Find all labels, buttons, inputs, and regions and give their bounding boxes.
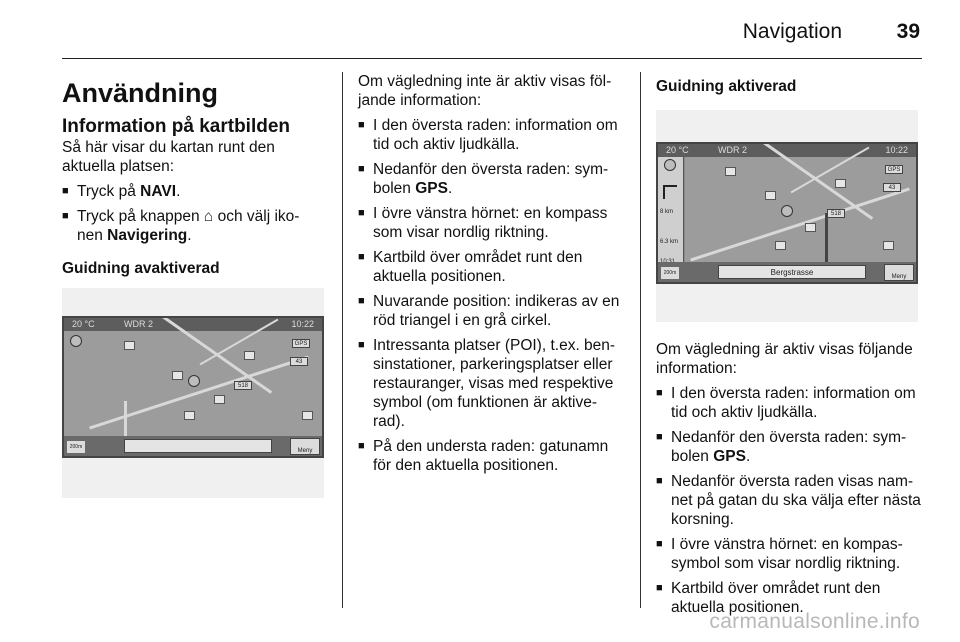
section-heading: Användning xyxy=(62,78,218,108)
bottom-bar xyxy=(658,262,916,282)
bullet-icon: ■ xyxy=(62,210,69,222)
poi-icon xyxy=(725,167,736,176)
turn-arrow-icon xyxy=(663,185,677,199)
position-icon xyxy=(781,205,793,217)
step-list xyxy=(62,182,324,245)
info-list xyxy=(656,384,922,617)
menu-button[interactable]: Meny xyxy=(884,264,914,281)
bullet-icon: ■ xyxy=(358,163,365,175)
poi-icon xyxy=(184,411,195,420)
column-3 xyxy=(656,72,922,617)
status-bar: 20 °C WDR 2 10:22 xyxy=(64,318,322,331)
list-item: ■ Nedanför den översta raden: sym-bolen GPS. xyxy=(656,429,907,465)
bullet-icon: ■ xyxy=(358,440,365,452)
bullet-icon: ■ xyxy=(358,251,365,263)
list-item: ■ Nuvarande position: indikeras av en röd triangel i en grå cirkel. xyxy=(358,293,620,329)
list-item: ■ I övre vänstra hörnet: en kompas-symbol som visar nordlig riktning. xyxy=(656,536,903,572)
poi-icon xyxy=(244,351,255,360)
compass-icon xyxy=(70,335,82,347)
gps-icon: GPS xyxy=(885,165,903,174)
list-item: ■ I övre vänstra hörnet: en kompass som visar nordlig riktning. xyxy=(358,205,608,241)
poi-icon xyxy=(805,223,816,232)
column-divider-2 xyxy=(640,72,641,608)
list-item: ■ Nedanför den översta raden: sym-bolen GPS. xyxy=(358,161,609,197)
map-scale: 200m xyxy=(67,441,85,453)
column-divider-1 xyxy=(342,72,343,608)
status-bar: 20 °C WDR 2 10:22 xyxy=(658,144,916,157)
road-shield-icon: 518 xyxy=(827,209,845,218)
menu-button[interactable]: Meny xyxy=(290,438,320,455)
poi-icon xyxy=(214,395,225,404)
bullet-icon: ■ xyxy=(656,538,663,550)
map-screen xyxy=(62,316,324,458)
intro-text: Om vägledning inte är aktiv visas föl-jande information: xyxy=(358,73,612,109)
intro-text: Så här visar du kartan runt den aktuella platsen: xyxy=(62,139,275,175)
intro-text: Om vägledning är aktiv visas följande information: xyxy=(656,341,913,377)
bottom-bar xyxy=(64,436,322,456)
section-subheading: Information på kartbilden xyxy=(62,116,291,137)
list-item: ■ På den understa raden: gatunamn för den aktuella positionen. xyxy=(358,438,609,474)
guidance-panel xyxy=(658,157,684,262)
list-item: ■ I den översta raden: information om tid och aktiv ljudkälla. xyxy=(358,117,618,153)
poi-icon xyxy=(883,241,894,250)
bullet-icon: ■ xyxy=(656,431,663,443)
step-item: ■ Tryck på NAVI. xyxy=(62,183,181,200)
header-rule xyxy=(62,58,922,59)
bullet-icon: ■ xyxy=(62,185,69,197)
destination-distance: 6.3 km xyxy=(660,239,679,245)
poi-icon xyxy=(835,179,846,188)
column-2 xyxy=(358,72,624,475)
street-name-field xyxy=(124,439,272,453)
road-shield-icon: 518 xyxy=(234,381,252,390)
gps-icon: GPS xyxy=(292,339,310,348)
screenshot-guidance-on xyxy=(656,110,918,322)
bullet-icon: ■ xyxy=(358,295,365,307)
turn-distance: 8 km xyxy=(660,209,674,215)
map-view xyxy=(685,157,916,262)
info-list xyxy=(358,116,624,475)
road-shield-icon: 43 xyxy=(290,357,308,366)
poi-icon xyxy=(765,191,776,200)
page-number: 39 xyxy=(896,20,920,43)
bullet-icon: ■ xyxy=(656,582,663,594)
page-header xyxy=(0,0,960,62)
map-scale: 200m xyxy=(661,267,679,279)
list-item: ■ Nedanför översta raden visas nam-net på gatan du ska välja efter nästa korsning. xyxy=(656,473,921,528)
bullet-icon: ■ xyxy=(656,387,663,399)
poi-icon xyxy=(172,371,183,380)
screenshot-guidance-off xyxy=(62,288,324,498)
list-item: ■ Kartbild över området runt den aktuella positionen. xyxy=(358,249,583,285)
step-item: ■ Tryck på knappen ⌂ och välj iko-nen Navigering. xyxy=(62,208,300,244)
bullet-icon: ■ xyxy=(358,207,365,219)
position-icon xyxy=(188,375,200,387)
map-screen xyxy=(656,142,918,284)
figure-caption: Guidning aktiverad xyxy=(656,78,797,95)
bullet-icon: ■ xyxy=(358,339,365,351)
road-shield-icon: 43 xyxy=(883,183,901,192)
bullet-icon: ■ xyxy=(656,475,663,487)
bullet-icon: ■ xyxy=(358,119,365,131)
figure-caption: Guidning avaktiverad xyxy=(62,260,220,277)
column-1 xyxy=(62,72,324,498)
street-name-field: Bergstrasse xyxy=(718,265,866,279)
list-item: ■ Intressanta platser (POI), t.ex. ben-sinstationer, parkeringsplatser eller restauranger, visas med respektive symbol (om funktionen är aktive-rad). xyxy=(358,337,616,430)
poi-icon xyxy=(302,411,313,420)
list-item: ■ I den översta raden: information om tid och aktiv ljudkälla. xyxy=(656,385,916,421)
map-view xyxy=(64,331,322,436)
poi-icon xyxy=(124,341,135,350)
compass-icon xyxy=(664,159,676,171)
poi-icon xyxy=(775,241,786,250)
list-item: ■ Kartbild över området runt den aktuella positionen. xyxy=(656,580,881,616)
watermark: carmanualsonline.info xyxy=(709,610,920,633)
chapter-title: Navigation xyxy=(742,20,842,43)
